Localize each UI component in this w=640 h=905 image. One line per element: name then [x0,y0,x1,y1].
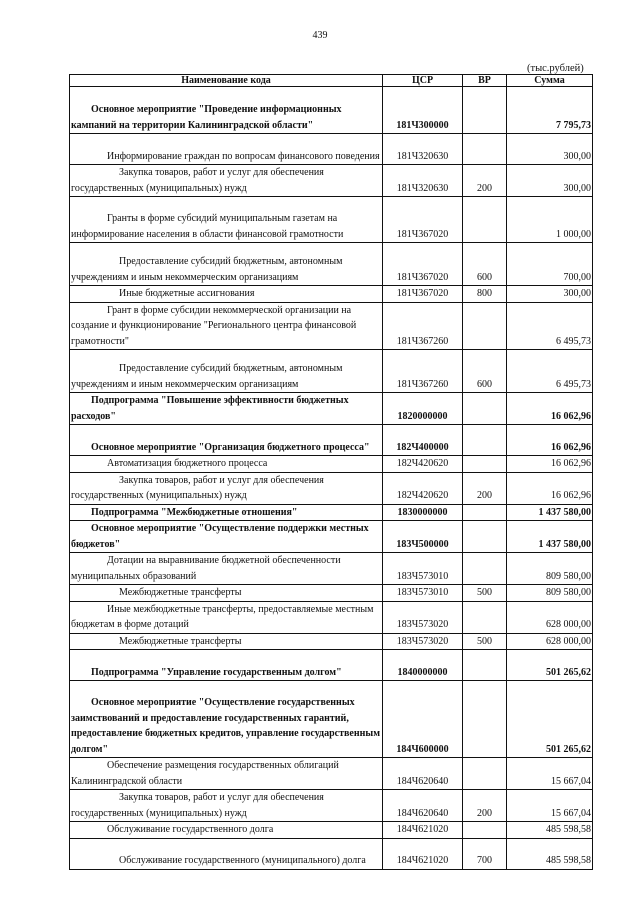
table-row [70,350,593,393]
row-vr: 600 [463,243,507,286]
units-label: (тыс.рублей) [527,63,584,74]
header-sum: Сумма [507,75,593,87]
row-sum: 300,00 [507,165,593,197]
row-vr: 600 [463,350,507,393]
row-csr: 1830000000 [383,504,463,521]
row-name: Иные бюджетные ассигнования [70,286,383,303]
row-csr: 183Ч573010 [383,553,463,585]
row-csr: 181Ч367260 [383,302,463,350]
row-sum: 628 000,00 [507,601,593,633]
row-name: Закупка товаров, работ и услуг для обеспечения государственных (муниципальных) нужд [70,790,383,822]
table-row [70,456,593,473]
table-row [70,681,593,758]
row-name: Подпрограмма "Межбюджетные отношения" [70,504,383,521]
row-csr: 181Ч367020 [383,243,463,286]
row-csr: 184Ч620640 [383,758,463,790]
table-row [70,393,593,425]
row-vr: 200 [463,472,507,504]
row-vr [463,302,507,350]
row-vr [463,650,507,681]
row-vr [463,822,507,839]
row-sum: 6 495,73 [507,350,593,393]
row-name: Информирование граждан по вопросам финансового поведения [70,134,383,165]
row-vr [463,601,507,633]
row-csr: 182Ч420620 [383,456,463,473]
row-sum: 7 795,73 [507,87,593,134]
table-row [70,504,593,521]
row-vr [463,197,507,243]
row-csr: 1840000000 [383,650,463,681]
row-vr [463,504,507,521]
table-row [70,425,593,456]
header-vr: ВР [463,75,507,87]
row-name: Автоматизация бюджетного процесса [70,456,383,473]
row-csr: 184Ч620640 [383,790,463,822]
table-row [70,650,593,681]
row-sum: 809 580,00 [507,553,593,585]
row-vr [463,87,507,134]
table-row [70,165,593,197]
row-name: Основное мероприятие "Осуществление поддержки местных бюджетов" [70,521,383,553]
table-row [70,553,593,585]
row-sum: 16 062,96 [507,425,593,456]
table-row [70,302,593,350]
row-sum: 501 265,62 [507,650,593,681]
table-row [70,585,593,602]
row-name: Межбюджетные трансферты [70,585,383,602]
row-name: Закупка товаров, работ и услуг для обеспечения государственных (муниципальных) нужд [70,165,383,197]
row-sum: 809 580,00 [507,585,593,602]
row-name: Подпрограмма "Повышение эффективности бюджетных расходов" [70,393,383,425]
row-name: Обслуживание государственного (муниципального) долга [70,838,383,869]
row-vr [463,553,507,585]
row-sum: 16 062,96 [507,472,593,504]
row-vr: 200 [463,165,507,197]
row-name: Основное мероприятие "Осуществление государственных заимствований и предоставление государственных гарантий, предоставление бюджетных кредитов, управление государственным долгом" [70,681,383,758]
row-vr [463,456,507,473]
row-name: Гранты в форме субсидий муниципальным газетам на информирование населения в области финансовой грамотности [70,197,383,243]
row-sum: 1 000,00 [507,197,593,243]
row-name: Предоставление субсидий бюджетным, автономным учреждениям и иным некоммерческим организациям [70,243,383,286]
row-sum: 300,00 [507,286,593,303]
row-vr [463,134,507,165]
table-row [70,822,593,839]
budget-table [69,74,593,870]
row-vr [463,521,507,553]
row-name: Обеспечение размещения государственных облигаций Калининградской области [70,758,383,790]
row-vr [463,393,507,425]
table-row [70,601,593,633]
header-csr: ЦСР [383,75,463,87]
table-row [70,286,593,303]
row-vr: 800 [463,286,507,303]
row-vr [463,681,507,758]
table-row [70,758,593,790]
table-row [70,87,593,134]
row-sum: 15 667,04 [507,790,593,822]
table-row [70,790,593,822]
table-row [70,633,593,650]
row-csr: 183Ч573020 [383,633,463,650]
row-csr: 1820000000 [383,393,463,425]
row-name: Подпрограмма "Управление государственным долгом" [70,650,383,681]
row-sum: 1 437 580,00 [507,521,593,553]
row-sum: 485 598,58 [507,838,593,869]
page-number: 439 [312,30,328,41]
row-vr [463,758,507,790]
row-sum: 16 062,96 [507,456,593,473]
row-csr: 183Ч500000 [383,521,463,553]
row-name: Иные межбюджетные трансферты, предоставляемые местным бюджетам в форме дотаций [70,601,383,633]
table-body [70,87,593,870]
row-vr [463,425,507,456]
row-name: Предоставление субсидий бюджетным, автономным учреждениям и иным некоммерческим организациям [70,350,383,393]
row-name: Обслуживание государственного долга [70,822,383,839]
row-name: Основное мероприятие "Организация бюджетного процесса" [70,425,383,456]
table-row [70,472,593,504]
row-csr: 184Ч600000 [383,681,463,758]
row-sum: 15 667,04 [507,758,593,790]
table-header-row [70,75,593,87]
row-name: Закупка товаров, работ и услуг для обеспечения государственных (муниципальных) нужд [70,472,383,504]
row-sum: 485 598,58 [507,822,593,839]
row-sum: 501 265,62 [507,681,593,758]
row-csr: 181Ч300000 [383,87,463,134]
table-row [70,134,593,165]
row-csr: 184Ч621020 [383,822,463,839]
row-sum: 300,00 [507,134,593,165]
row-csr: 182Ч400000 [383,425,463,456]
row-csr: 182Ч420620 [383,472,463,504]
row-sum: 700,00 [507,243,593,286]
row-csr: 184Ч621020 [383,838,463,869]
row-name: Дотации на выравнивание бюджетной обеспеченности муниципальных образований [70,553,383,585]
row-csr: 181Ч367260 [383,350,463,393]
row-sum: 1 437 580,00 [507,504,593,521]
table-row [70,838,593,869]
row-sum: 16 062,96 [507,393,593,425]
row-csr: 181Ч367020 [383,286,463,303]
row-csr: 181Ч367020 [383,197,463,243]
row-vr: 500 [463,585,507,602]
row-csr: 181Ч320630 [383,134,463,165]
row-vr: 200 [463,790,507,822]
row-csr: 183Ч573010 [383,585,463,602]
row-name: Межбюджетные трансферты [70,633,383,650]
table-row [70,521,593,553]
table-row [70,243,593,286]
row-sum: 6 495,73 [507,302,593,350]
table-row [70,197,593,243]
header-name: Наименование кода [70,75,383,87]
row-vr: 700 [463,838,507,869]
row-csr: 183Ч573020 [383,601,463,633]
row-name: Грант в форме субсидии некоммерческой организации на создание и функционирование "Регионального центра финансовой грамотности" [70,302,383,350]
row-name: Основное мероприятие "Проведение информационных кампаний на территории Калининградской области" [70,87,383,134]
row-sum: 628 000,00 [507,633,593,650]
row-vr: 500 [463,633,507,650]
row-csr: 181Ч320630 [383,165,463,197]
